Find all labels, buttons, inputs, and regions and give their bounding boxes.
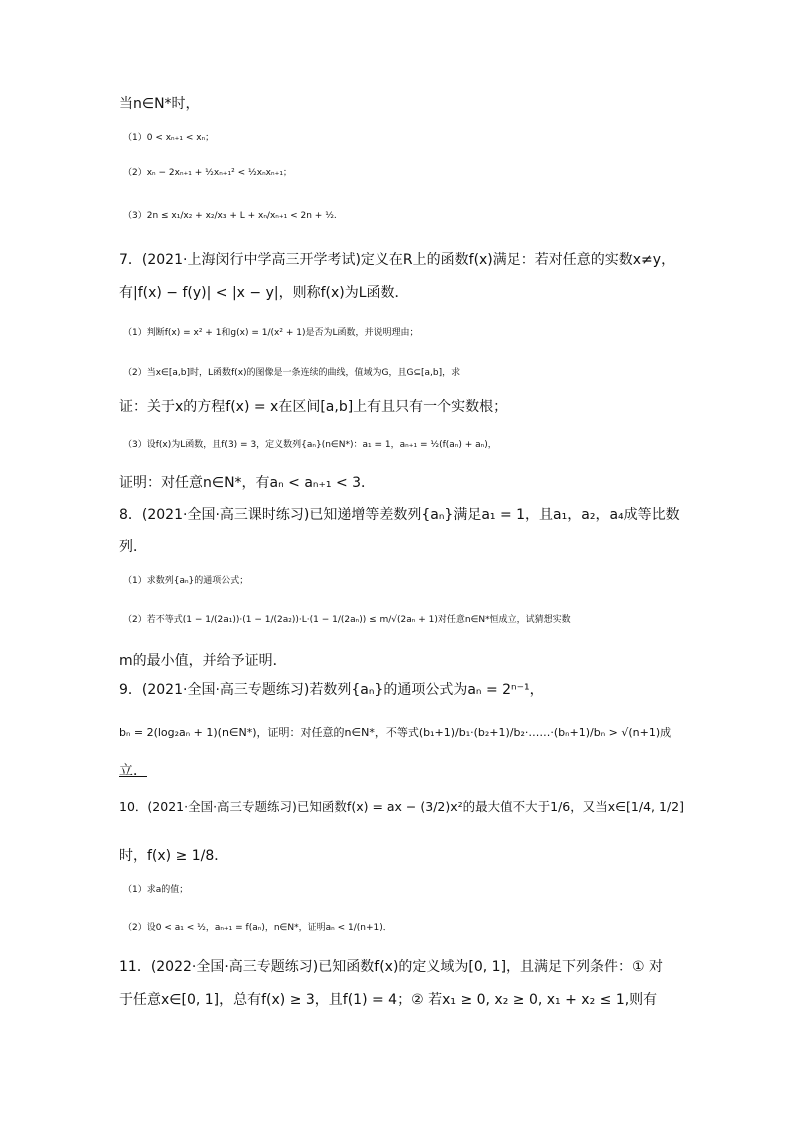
text-line: （2）若不等式(1 − 1/(2a₁))·(1 − 1/(2a₂))·L·(1 − 1/(2aₙ)) ≤ m/√(2aₙ + 1)对任意n∈N*恒成立，试猜想实数 (123, 615, 571, 625)
text-line: （1）判断f(x) = x² + 1和g(x) = 1/(x² + 1)是否为L函数，并说明理由； (123, 328, 419, 338)
text-line: 于任意x∈[0, 1]，总有f(x) ≥ 3，且f(1) = 4；② 若x₁ ≥ 0, x₂ ≥ 0, x₁ + x₂ ≤ 1,则有 (119, 992, 658, 1008)
text-line: 证明：对任意n∈N*，有aₙ < aₙ₊₁ < 3． (119, 475, 376, 491)
text-line: （3）2n ≤ x₁/x₂ + x₂/x₃ + L + xₙ/xₙ₊₁ < 2n + ½. (123, 211, 337, 221)
text-line: （2）当x∈[a,b]时，L函数f(x)的图像是一条连续的曲线，值域为G，且G⊆[a,b]，求 (123, 368, 461, 378)
text-line: （1）求a的值； (123, 885, 189, 895)
question-10-title: 10．(2021·全国·高三专题练习)已知函数f(x) = ax − (3/2)x²的最大值不大于1/6，又当x∈[1/4, 1/2] (119, 799, 684, 814)
text-line: （1）0 < xₙ₊₁ < xₙ； (123, 133, 215, 143)
question-11-title: 11．(2022·全国·高三专题练习)已知函数f(x)的定义域为[0, 1]，且满足下列条件：① 对 (119, 959, 664, 975)
text-line: 有|f(x) − f(y)| < |x − y|，则称f(x)为L函数． (119, 285, 409, 301)
text-line: 立． (119, 763, 147, 779)
text-line: 当n∈N*时， (119, 96, 200, 112)
text-line: （2）设0 < a₁ < ½，aₙ₊₁ = f(aₙ)，n∈N*，证明aₙ < 1/(n+1)． (123, 923, 392, 933)
question-9-title: 9．(2021·全国·高三专题练习)若数列{aₙ}的通项公式为aₙ = 2ⁿ⁻¹， (119, 682, 544, 698)
text-line: m的最小值，并给予证明． (119, 653, 287, 669)
question-8-title: 8．(2021·全国·高三课时练习)已知递增等差数列{aₙ}满足a₁ = 1，且a₁，a₂，a₄成等比数 (119, 507, 680, 523)
text-line: 证：关于x的方程f(x) = x在区间[a,b]上有且只有一个实数根； (119, 399, 508, 415)
question-7-title: 7．(2021·上海闵行中学高三开学考试)定义在R上的函数f(x)满足：若对任意的实数x≠y， (119, 252, 676, 268)
text-line: bₙ = 2(log₂aₙ + 1)(n∈N*)，证明：对任意的n∈N*，不等式(b₁+1)/b₁·(b₂+1)/b₂·……·(bₙ+1)/bₙ > √(n+1)成 (119, 726, 672, 739)
text-line: （3）设f(x)为L函数，且f(3) = 3，定义数列{aₙ}(n∈N*)：a₁ = 1，aₙ₊₁ = ½(f(aₙ) + aₙ)， (123, 440, 497, 450)
text-line: 列． (119, 539, 147, 555)
text-line: （2）xₙ − 2xₙ₊₁ + ½xₙ₊₁² < ½xₙxₙ₊₁； (123, 168, 292, 178)
text-line: （1）求数列{aₙ}的通项公式； (123, 576, 249, 586)
text-line: 时，f(x) ≥ 1/8． (119, 848, 229, 864)
